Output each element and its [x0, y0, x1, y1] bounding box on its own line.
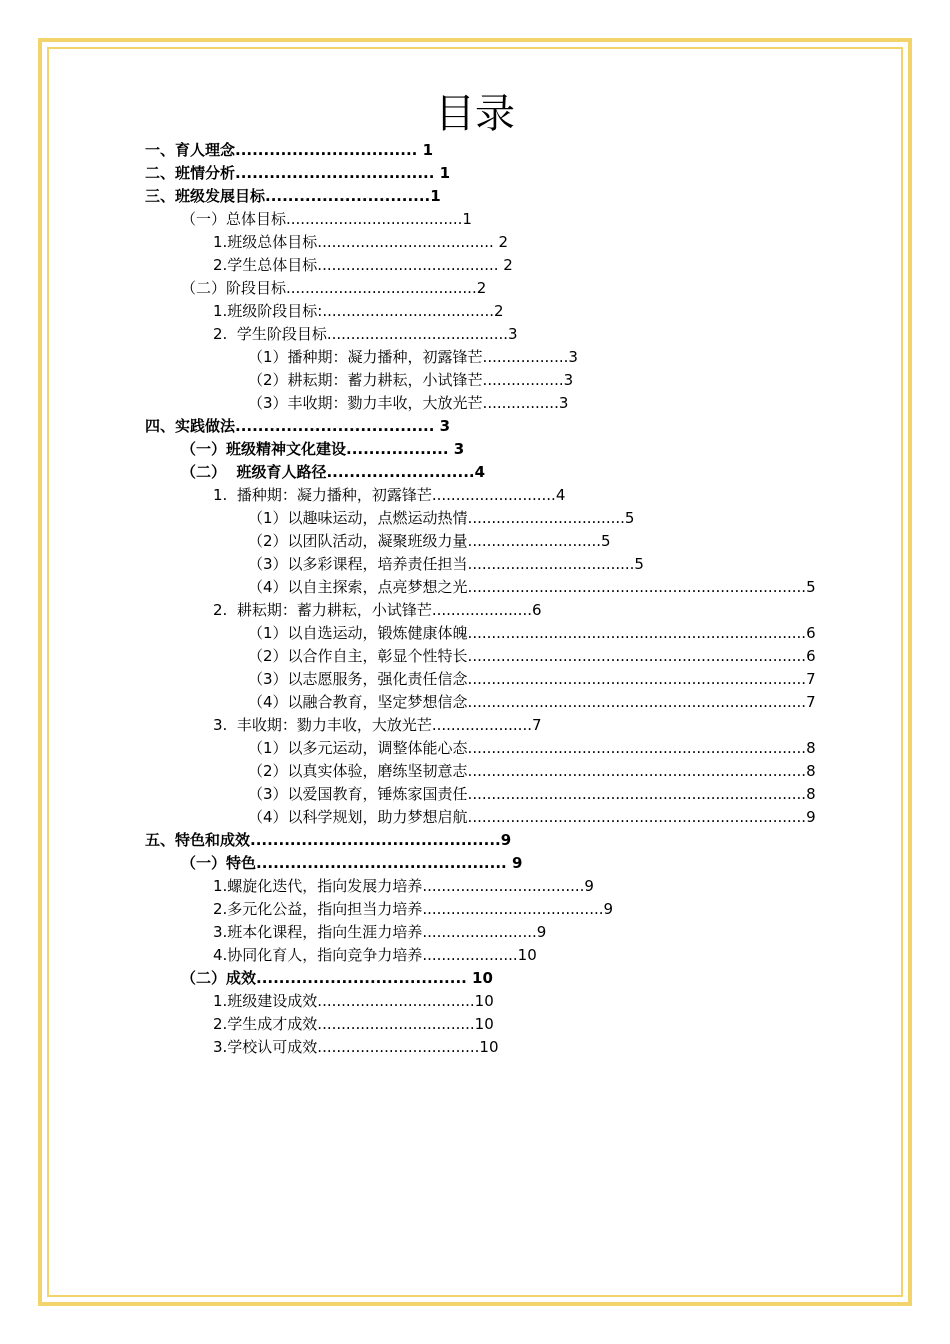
toc-entry[interactable]: （4）以自主探索，点亮梦想之光.......................................................................5	[248, 578, 816, 596]
toc-entry[interactable]: 1.班级总体目标..................................... 2	[213, 233, 509, 251]
toc-entry[interactable]: 三、班级发展目标.............................1	[145, 187, 441, 205]
toc-entry[interactable]: （2）以团队活动，凝聚班级力量............................5	[248, 532, 611, 550]
toc-entry[interactable]: 4.协同化育人，指向竞争力培养....................10	[213, 946, 537, 964]
toc-entry[interactable]: （一）班级精神文化建设.................. 3	[181, 440, 465, 458]
toc-entry[interactable]: 四、实践做法................................... 3	[145, 417, 451, 435]
toc-entry[interactable]: （2）耕耘期：蓄力耕耘，小试锋芒.................3	[248, 371, 574, 389]
toc-entry[interactable]: （1）以多元运动，调整体能心态.......................................................................8	[248, 739, 816, 757]
toc-entry[interactable]: 3.学校认可成效..................................10	[213, 1038, 499, 1056]
toc-entry[interactable]: （一）特色............................................ 9	[181, 854, 523, 872]
toc-entry[interactable]: 3. 丰收期：勠力丰收，大放光芒.....................7	[213, 716, 542, 734]
toc-entry[interactable]: 1.螺旋化迭代，指向发展力培养..................................9	[213, 877, 594, 895]
toc-entry[interactable]: （1）以趣味运动，点燃运动热情.................................5	[248, 509, 635, 527]
toc-entry[interactable]: 2. 耕耘期：蓄力耕耘，小试锋芒.....................6	[213, 601, 542, 619]
toc-entry[interactable]: 2.学生成才成效.................................10	[213, 1015, 494, 1033]
toc-entry[interactable]: 一、育人理念................................ 1	[145, 141, 434, 159]
toc-entry[interactable]: 3.班本化课程，指向生涯力培养........................9	[213, 923, 547, 941]
toc-entry[interactable]: （4）以科学规划，助力梦想启航.......................................................................9	[248, 808, 816, 826]
toc-entry[interactable]: （1）以自选运动，锻炼健康体魄.......................................................................6	[248, 624, 816, 642]
toc-entry[interactable]: 1.班级建设成效.................................10	[213, 992, 494, 1010]
toc-entry[interactable]: （二）成效..................................... 10	[181, 969, 493, 987]
toc-entry[interactable]: （1）播种期：凝力播种，初露锋芒..................3	[248, 348, 578, 366]
toc-entry[interactable]: 五、特色和成效............................................9	[145, 831, 512, 849]
toc-entry[interactable]: 二、班情分析................................... 1	[145, 164, 451, 182]
toc-entry[interactable]: （3）丰收期：勠力丰收，大放光芒................3	[248, 394, 569, 412]
toc-entry[interactable]: 2.学生总体目标...................................... 2	[213, 256, 513, 274]
page-title: 目录	[435, 91, 515, 137]
toc-entry[interactable]: （一）总体目标.....................................1	[181, 210, 472, 228]
toc-entry[interactable]: 2. 学生阶段目标......................................3	[213, 325, 518, 343]
toc-entry[interactable]: （3）以志愿服务，强化责任信念.......................................................................7	[248, 670, 816, 688]
toc-entry[interactable]: （二） 班级育人路径..........................4	[181, 463, 486, 481]
toc-entry[interactable]: （3）以爱国教育，锤炼家国责任.......................................................................8	[248, 785, 816, 803]
toc-entry[interactable]: （二）阶段目标........................................2	[181, 279, 487, 297]
toc-entry[interactable]: （2）以合作自主，彰显个性特长.......................................................................6	[248, 647, 816, 665]
toc-entry[interactable]: （4）以融合教育，坚定梦想信念.......................................................................7	[248, 693, 816, 711]
toc-entry[interactable]: 2.多元化公益，指向担当力培养......................................9	[213, 900, 614, 918]
toc-entry[interactable]: （3）以多彩课程，培养责任担当...................................5	[248, 555, 644, 573]
toc-entry[interactable]: （2）以真实体验，磨练坚韧意志.......................................................................8	[248, 762, 816, 780]
toc-entry[interactable]: 1.班级阶段目标:....................................2	[213, 302, 504, 320]
toc-entry[interactable]: 1. 播种期：凝力播种，初露锋芒..........................4	[213, 486, 566, 504]
